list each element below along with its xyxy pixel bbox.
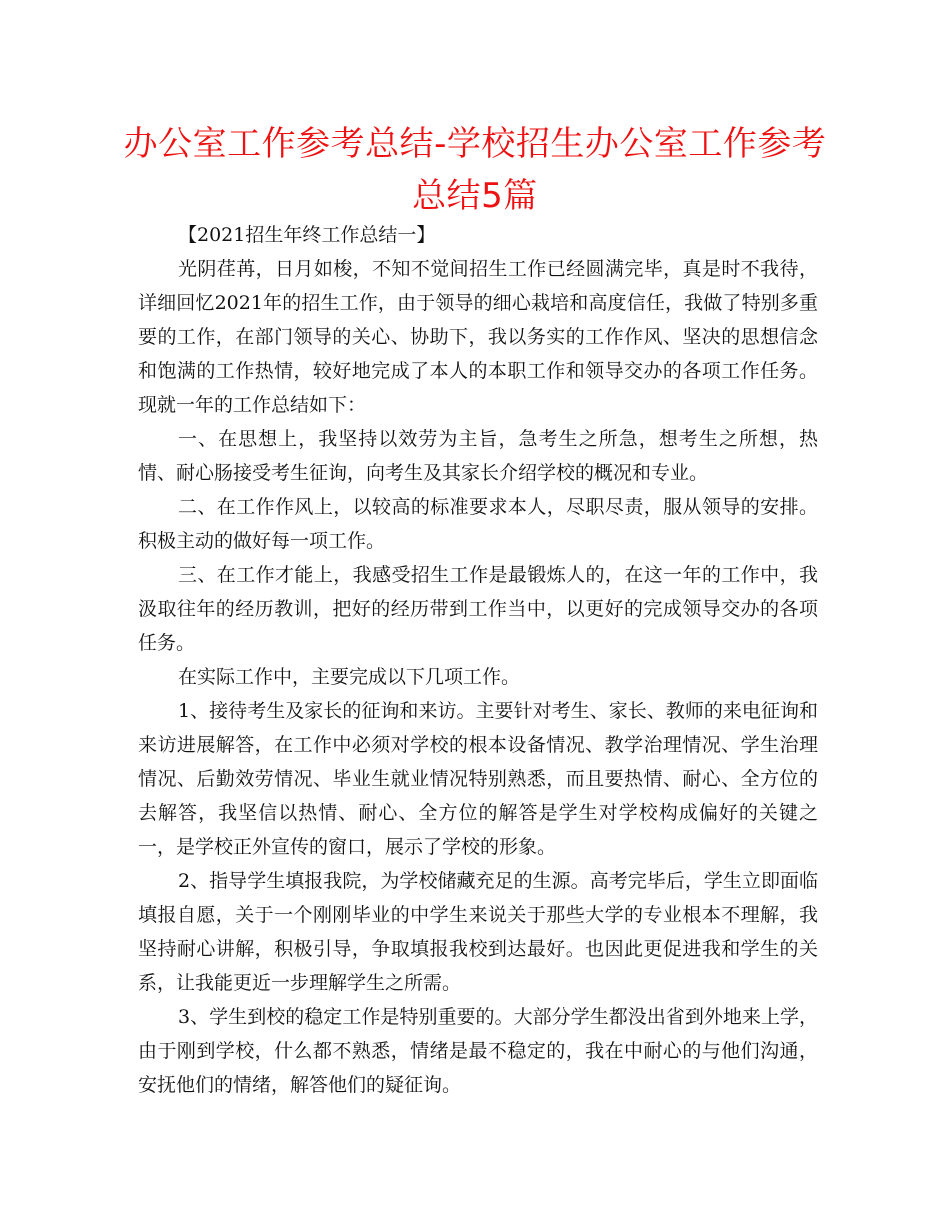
paragraph-item-1: 1、接待考生及家长的征询和来访。主要针对考生、家长、教师的来电征询和来访进展解答，在工作中必须对学校的根本设备情况、教学治理情况、学生治理情况、后勤效劳情况、毕业生就业情况特别熟悉，而且要热情、耐心、全方位的去解答，我坚信以热情、耐心、全方位的解答是学生对学校构成偏好的关键之一，是学校正外宣传的窗口，展示了学校的形象。 (138, 700, 818, 858)
paragraph-item-2: 2、指导学生填报我院，为学校储藏充足的生源。高考完毕后，学生立即面临填报自愿，关于一个刚刚毕业的中学生来说关于那些大学的专业根本不理解，我坚持耐心讲解，积极引导，争取填报我校到达最好。也因此更促进我和学生的关系，让我能更近一步理解学生之所需。 (138, 870, 818, 994)
paragraph-ability: 三、在工作才能上，我感受招生工作是最锻炼人的，在这一年的工作中，我汲取往年的经历教训，把好的经历带到工作当中，以更好的完成领导交办的各项任务。 (138, 564, 818, 654)
document-body (138, 218, 818, 1102)
document-title: 办公室工作参考总结-学校招生办公室工作参考总结5篇 (123, 124, 827, 216)
paragraph-work-style: 二、在工作作风上，以较高的标准要求本人，尽职尽责，服从领导的安排。积极主动的做好每一项工作。 (138, 496, 818, 552)
paragraph-thought: 一、在思想上，我坚持以效劳为主旨，急考生之所急，想考生之所想，热情、耐心肠接受考生征询，向考生及其家长介绍学校的概况和专业。 (138, 428, 818, 484)
paragraph-intro: 光阴荏苒，日月如梭，不知不觉间招生工作已经圆满完毕，真是时不我待，详细回忆2021年的招生工作，由于领导的细心栽培和高度信任，我做了特别多重要的工作，在部门领导的关心、协助下，我以务实的工作作风、坚决的思想信念和饱满的工作热情，较好地完成了本人的本职工作和领导交办的各项工作任务。现就一年的工作总结如下： (138, 258, 818, 416)
paragraph-item-3: 3、学生到校的稳定工作是特别重要的。大部分学生都没出省到外地来上学，由于刚到学校，什么都不熟悉，情绪是最不稳定的，我在中耐心的与他们沟通，安抚他们的情绪，解答他们的疑征询。 (138, 1006, 818, 1096)
section-heading: 【2021招生年终工作总结一】 (178, 224, 436, 246)
paragraph-practical-work: 在实际工作中，主要完成以下几项工作。 (178, 666, 521, 688)
